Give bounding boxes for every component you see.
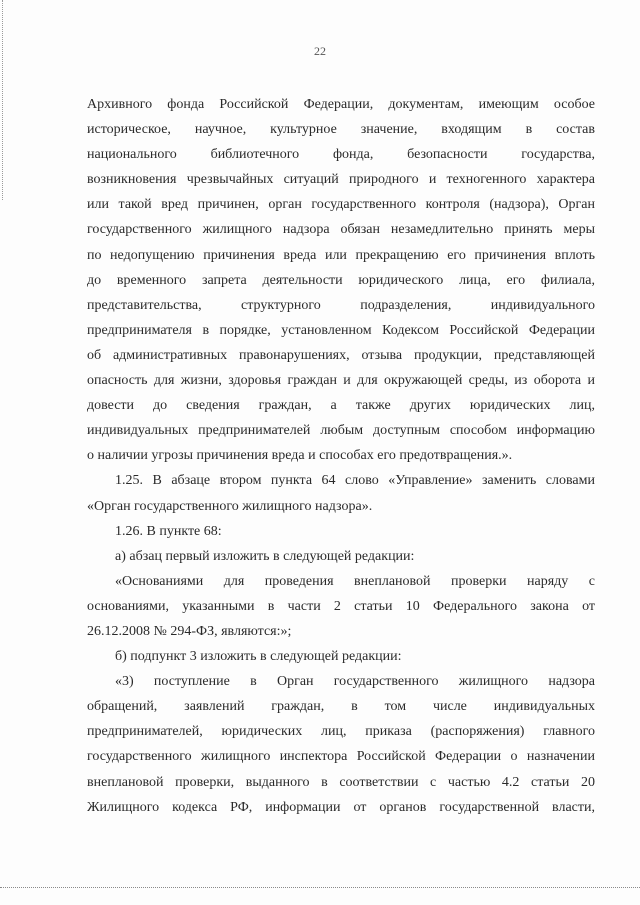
text-line: 1.26. В пункте 68: [115, 523, 222, 539]
text-line: историческое, научное, культурное значение, входящим в состав [87, 122, 595, 138]
scan-bottom-edge [0, 887, 640, 888]
text-line: Архивного фонда Российской Федерации, документам, имеющим особое [87, 97, 595, 112]
text-line: обращений, заявлений граждан, в том числе индивидуальных [87, 699, 595, 715]
scan-edge-mark [2, 0, 4, 200]
text-line: довести до сведения граждан, а также других юридических лиц, [87, 398, 595, 414]
text-line: Жилищного кодекса РФ, информации от органов государственной власти, [87, 799, 595, 815]
text-line: предпринимателей, юридических лиц, приказа (распоряжения) главного [87, 724, 595, 740]
document-body [87, 92, 595, 820]
text-line: национального библиотечного фонда, безопасности государства, [87, 147, 595, 163]
text-line: об административных правонарушениях, отзыва продукции, представляющей [87, 347, 595, 363]
text-line: о наличии угрозы причинения вреда и способах его предотвращения.». [87, 448, 513, 464]
text-line: б) подпункт 3 изложить в следующей редакции: [115, 649, 402, 665]
text-line: государственного жилищного инспектора Российской Федерации о назначении [87, 749, 595, 765]
text-line: опасность для жизни, здоровья граждан и для окружающей среды, из оборота и [87, 373, 595, 389]
text-line: возникновения чрезвычайных ситуаций природного и техногенного характера [87, 172, 595, 188]
text-line: индивидуальных предпринимателей любым доступным способом информацию [87, 423, 595, 439]
text-line: по недопущению причинения вреда или прекращению его причинения вплоть [87, 247, 595, 263]
text-line: до временного запрета деятельности юридического лица, его филиала, [87, 272, 595, 288]
text-line: «Основаниями для проведения внеплановой проверки наряду с [115, 573, 595, 589]
text-line: «Орган государственного жилищного надзора». [87, 498, 373, 514]
text-line: 26.12.2008 № 294-ФЗ, являются:»; [87, 623, 292, 639]
text-line: государственного жилищного надзора обязан незамедлительно принять меры [87, 222, 595, 238]
page-number: 22 [314, 44, 326, 58]
text-line: или такой вред причинен, орган государственного контроля (надзора), Орган [87, 197, 595, 213]
text-line: «3) поступление в Орган государственного жилищного надзора [115, 674, 595, 690]
text-line: представительства, структурного подразделения, индивидуального [87, 297, 595, 313]
text-line: а) абзац первый изложить в следующей редакции: [115, 548, 415, 564]
text-line: предпринимателя в порядке, установленном Кодексом Российской Федерации [87, 322, 595, 338]
text-line: внеплановой проверки, выданного в соответствии с частью 4.2 статьи 20 [87, 774, 595, 790]
text-line: 1.25. В абзаце втором пункта 64 слово «Управление» заменить словами [115, 473, 595, 489]
text-line: основаниями, указанными в части 2 статьи 10 Федерального закона от [87, 598, 595, 614]
